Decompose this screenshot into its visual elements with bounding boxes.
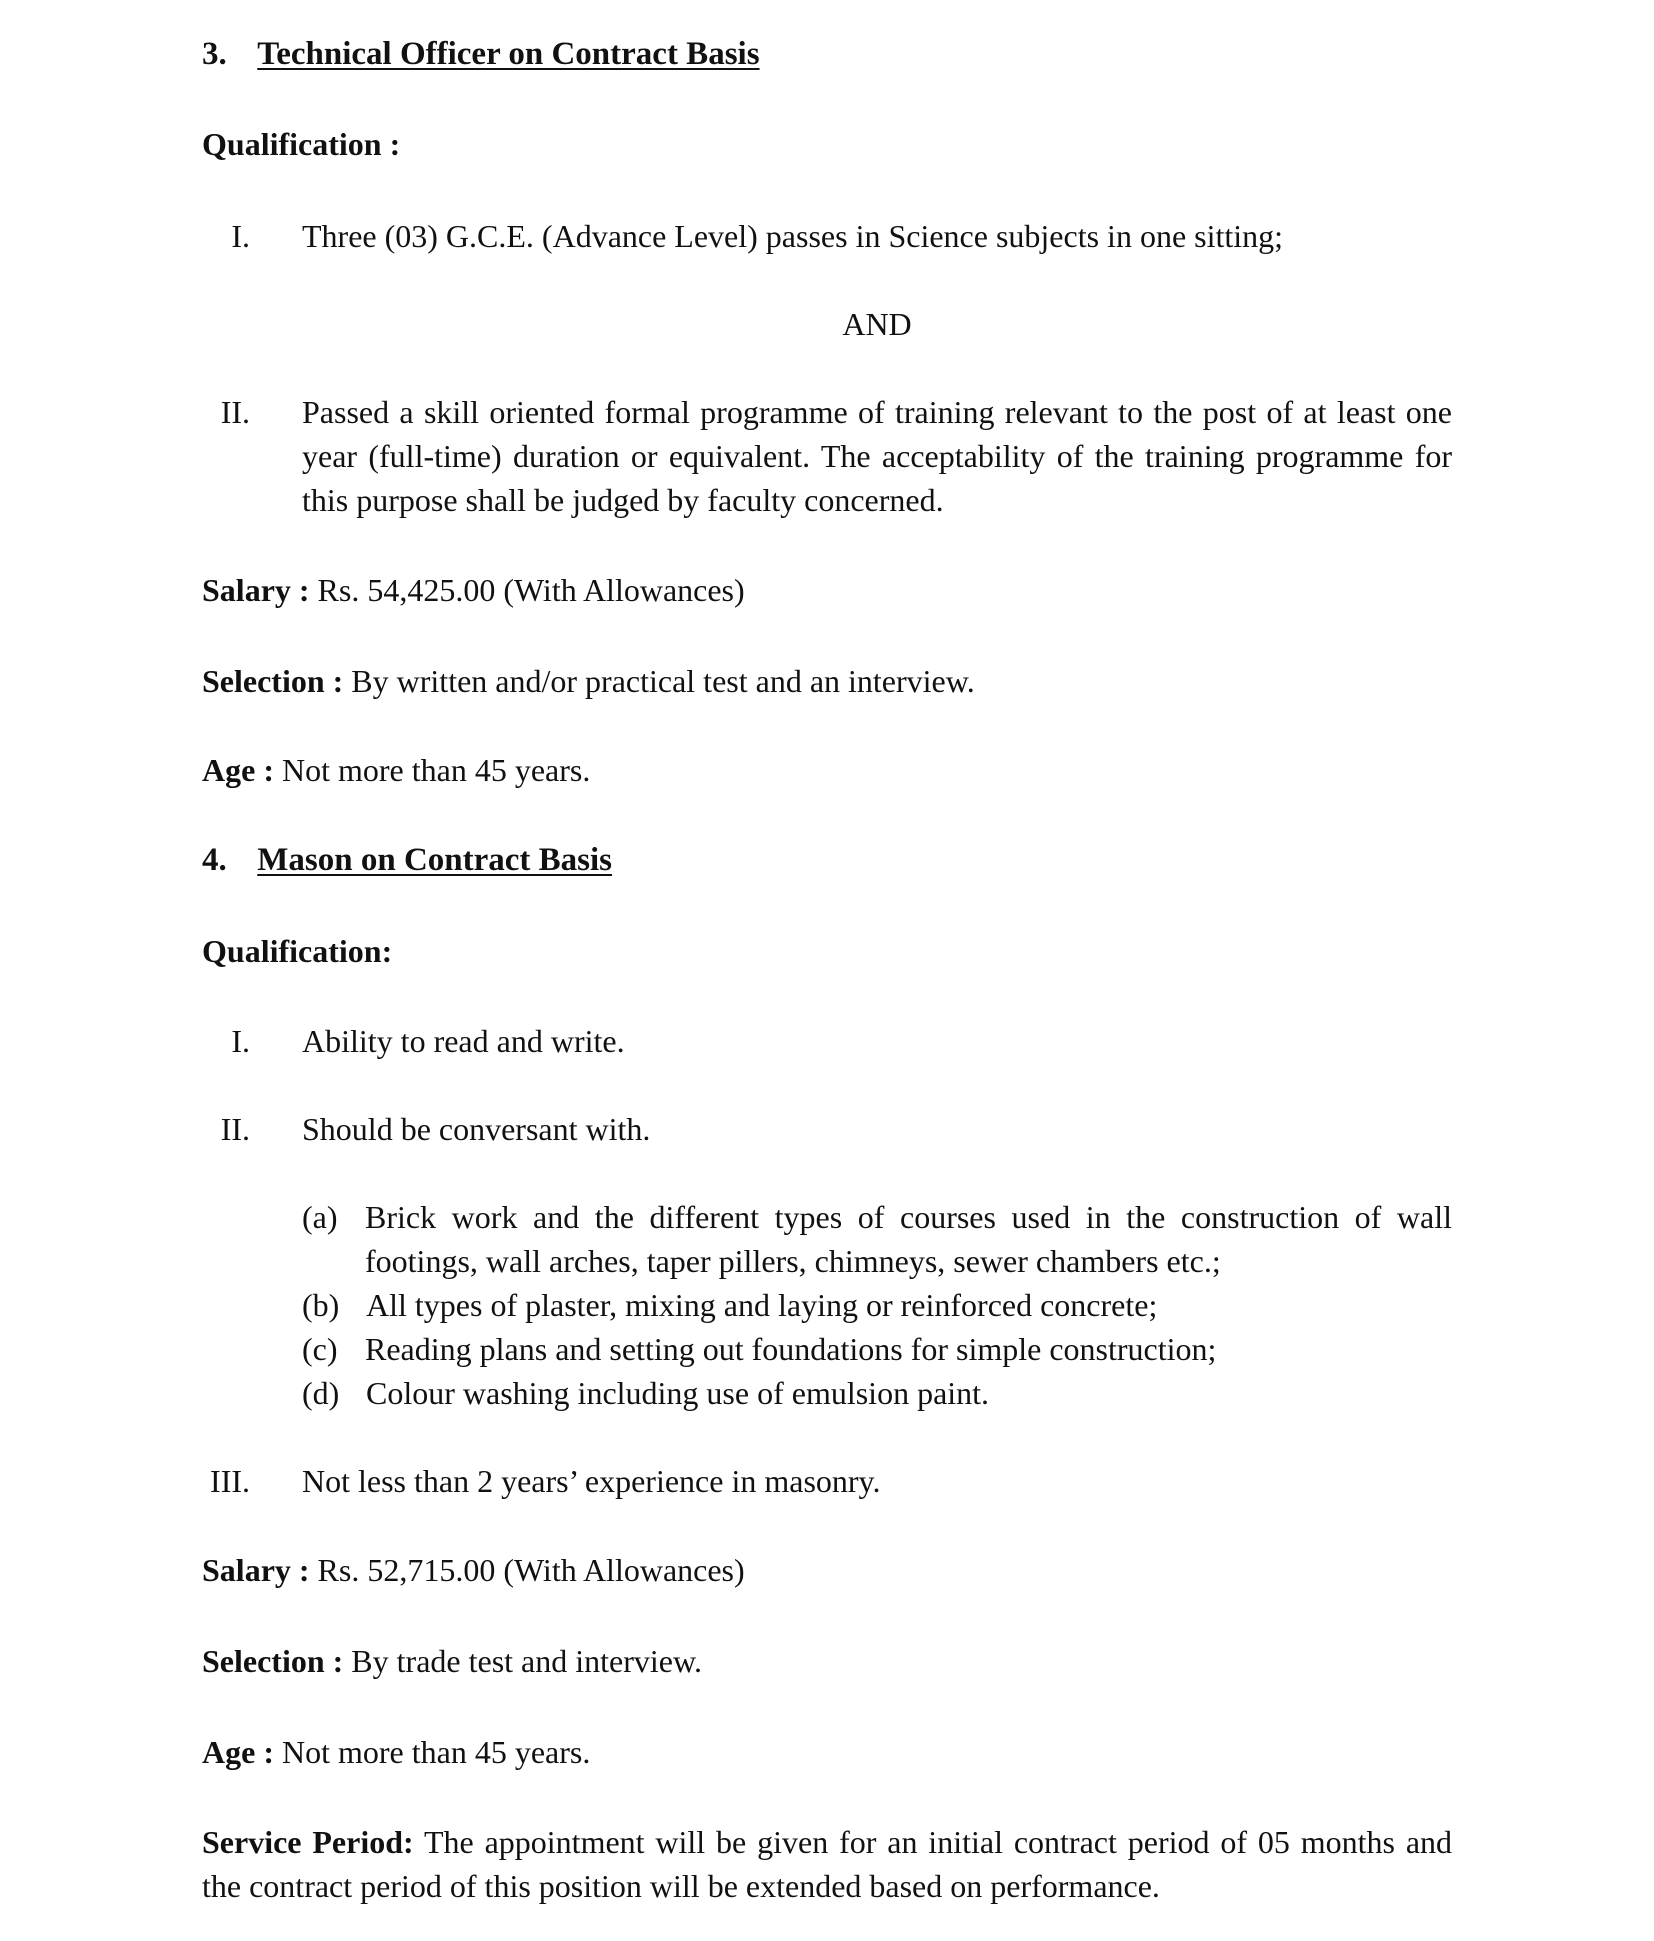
section-4-item-3-text: Not less than 2 years’ experience in masonry.	[302, 1463, 881, 1499]
section-3-selection-label: Selection :	[202, 663, 344, 699]
section-4-item-2-text: Should be conversant with.	[302, 1111, 651, 1147]
section-3-heading	[202, 32, 760, 76]
section-4-subitem-d-text: Colour washing including use of emulsion paint.	[366, 1375, 990, 1411]
section-4-subitem-b-letter: (b)	[302, 1287, 340, 1323]
section-3-item-2-numeral: II.	[220, 394, 250, 430]
section-4-subitem-c-text: Reading plans and setting out foundations for simple construction;	[365, 1331, 1217, 1367]
section-3-age-value: Not more than 45 years.	[281, 752, 591, 788]
section-3-age	[202, 748, 590, 792]
section-4-selection	[202, 1639, 702, 1683]
section-3-salary-label: Salary :	[202, 572, 310, 608]
section-4-selection-label: Selection :	[202, 1643, 344, 1679]
section-4-salary-label: Salary :	[202, 1552, 310, 1588]
section-4-age	[202, 1730, 590, 1774]
section-3-connector: AND	[842, 306, 912, 342]
section-4-heading	[202, 838, 612, 882]
section-4-subitem-a-text: Brick work and the different types of courses used in the construction of wall footings, wall arches, taper pillers, chimneys, sewer chambers etc.;	[365, 1199, 1452, 1279]
section-3-title: Technical Officer on Contract Basis	[257, 36, 760, 72]
section-4-service-label: Service Period:	[202, 1824, 414, 1860]
section-4-item-2-numeral: II.	[220, 1111, 250, 1147]
section-4-age-value: Not more than 45 years.	[281, 1734, 591, 1770]
section-3-number: 3.	[202, 36, 227, 72]
section-4-subitem-d-letter: (d)	[302, 1375, 340, 1411]
section-4-subitem-a-letter: (a)	[302, 1199, 338, 1235]
section-3-qualification-label: Qualification :	[202, 126, 401, 162]
section-4-salary-value: Rs. 52,715.00 (With Allowances)	[317, 1552, 745, 1588]
section-3-item-2-text: Passed a skill oriented formal programme of training relevant to the post of at least one year (full-time) duration or equivalent. The acceptability of the training programme for this purpose shall be judged by faculty concerned.	[302, 394, 1452, 518]
section-3-selection	[202, 659, 975, 703]
section-4-service-value: The appointment will be given for an initial contract period of 05 months and the contract period of this position will be extended based on performance.	[202, 1824, 1453, 1904]
section-4-title: Mason on Contract Basis	[257, 842, 613, 878]
section-4-item-1-numeral: I.	[231, 1023, 250, 1059]
section-4-item-3-numeral: III.	[210, 1463, 250, 1499]
section-3-age-label: Age :	[202, 752, 274, 788]
section-4-subitem-c-letter: (c)	[302, 1331, 338, 1367]
section-3-salary-value: Rs. 54,425.00 (With Allowances)	[317, 572, 745, 608]
section-3-selection-value: By written and/or practical test and an interview.	[351, 663, 975, 699]
section-4-age-label: Age :	[202, 1734, 274, 1770]
section-4-selection-value: By trade test and interview.	[351, 1643, 702, 1679]
section-4-item-1-text: Ability to read and write.	[302, 1023, 625, 1059]
section-4-qualification-label: Qualification:	[202, 933, 393, 969]
section-4-subitem-b-text: All types of plaster, mixing and laying or reinforced concrete;	[366, 1287, 1158, 1323]
section-3-item-1-text: Three (03) G.C.E. (Advance Level) passes in Science subjects in one sitting;	[302, 218, 1284, 254]
section-3-item-1-numeral: I.	[231, 218, 250, 254]
section-3-salary	[202, 568, 745, 612]
section-4-salary	[202, 1548, 745, 1592]
section-4-number: 4.	[202, 842, 227, 878]
section-4-service-period	[202, 1820, 1452, 1908]
